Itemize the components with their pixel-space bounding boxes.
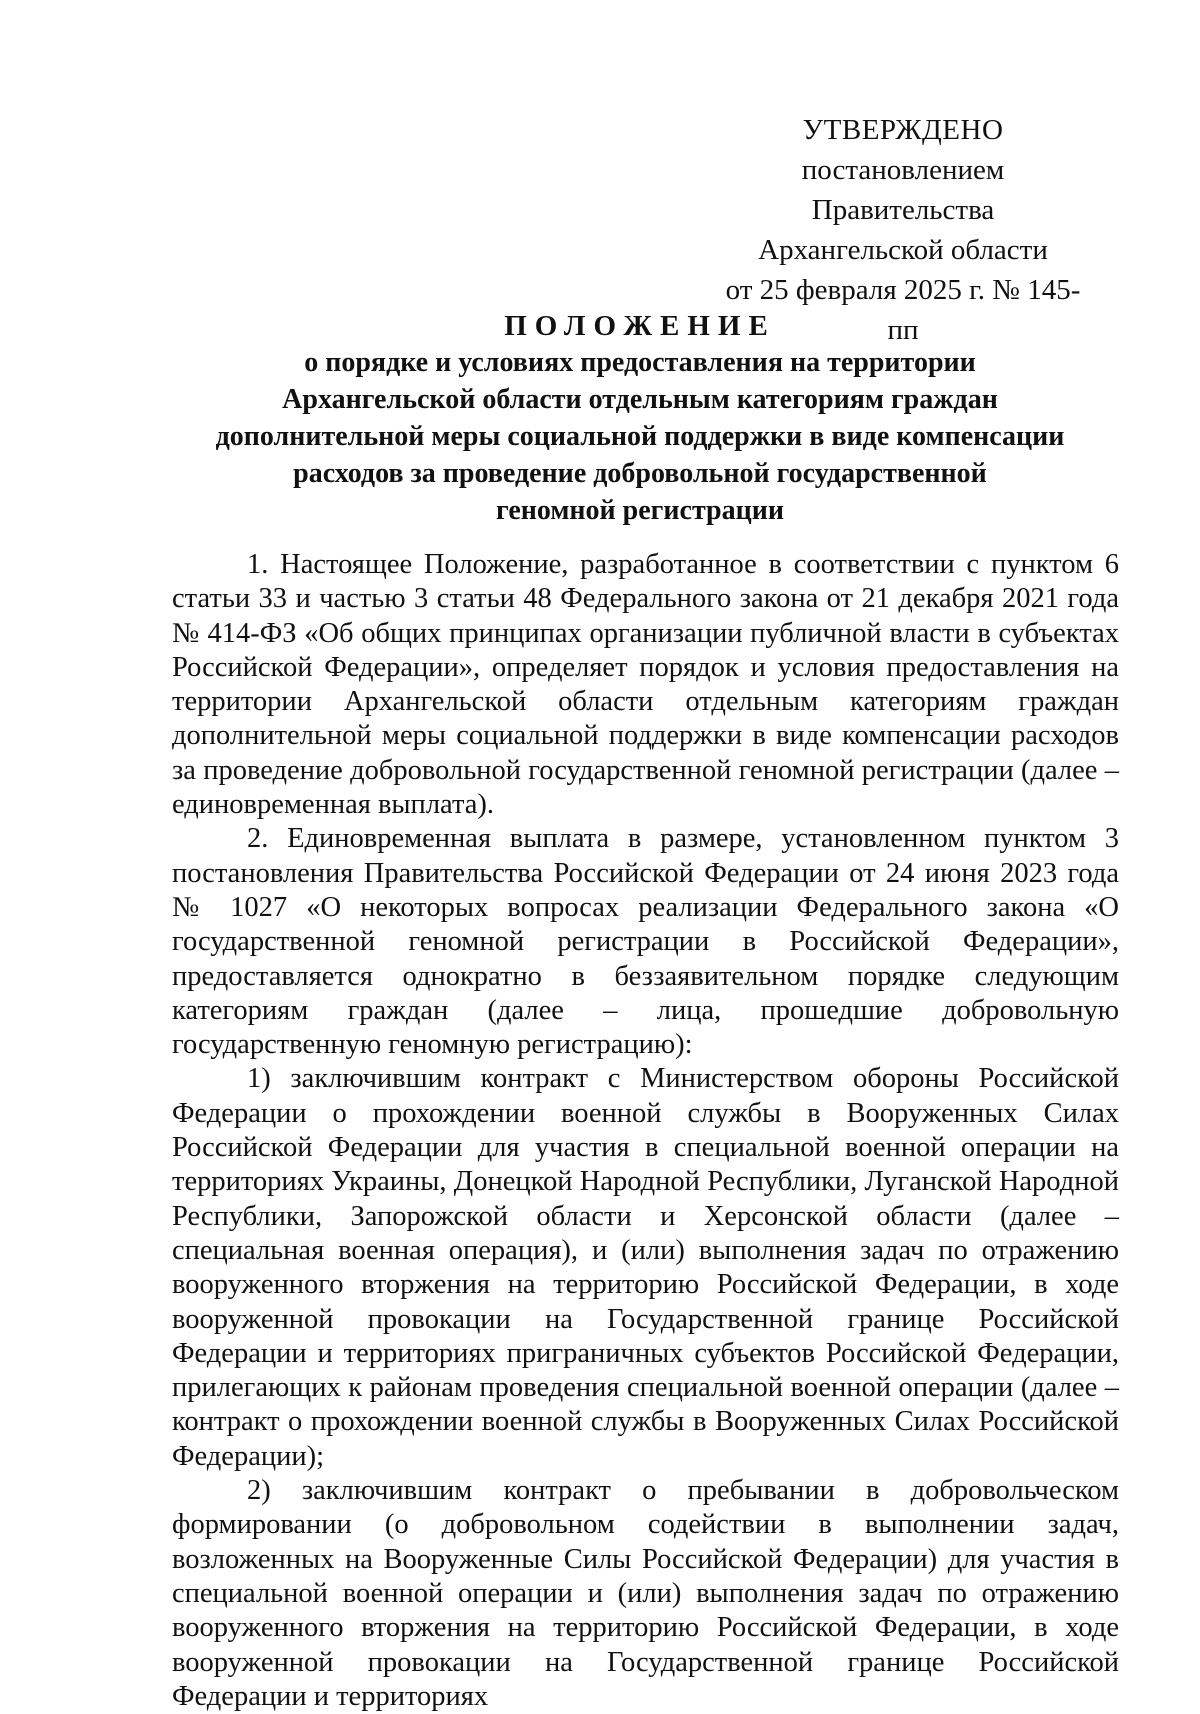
document-body xyxy=(172,548,1119,1714)
subtitle-line: расходов за проведение добровольной государственной xyxy=(293,458,987,489)
approval-region-line: Архангельской области xyxy=(758,234,1048,266)
approval-date-line: от 25 февраля 2025 г. № 145-пп xyxy=(725,274,1081,346)
paragraph-1: 1. Настоящее Положение, разработанное в соответствии с пунктом 6 статьи 33 и частью 3 статьи 48 Федерального закона от 21 декабря 2021 года № 414-ФЗ «Об общих принципах организации публичной власти в субъектах Российской Федерации», определяет порядок и условия предоставления на территории Архангельской области отдельным категориям граждан дополнительной меры социальной поддержки в виде компенсации расходов за проведение добровольной государственной геномной регистрации (далее – единовременная выплата). xyxy=(172,549,1119,821)
subparagraph-2: 2) заключившим контракт о пребывании в добровольческом формировании (о добровольном содействии в выполнении задач, возложенных на Вооруженные Силы Российской Федерации) для участия в специальной военной операции и (или) выполнения задач по отражению вооруженного вторжения на территорию Российской Федерации, в ходе вооруженной провокации на Государственной границе Российской Федерации и территориях xyxy=(172,1475,1119,1712)
paragraph-2: 2. Единовременная выплата в размере, установленном пунктом 3 постановления Правительства Российской Федерации от 24 июня 2023 года № 1027 «О некоторых вопросах реализации Федерального закона «О государственной геномной регистрации в Российской Федерации», предоставляется однократно в беззаявительном порядке следующим категориям граждан (далее – лица, прошедшие добровольную государственную геномную регистрацию): xyxy=(172,823,1119,1061)
approval-word: УТВЕРЖДЕНО xyxy=(802,114,1004,146)
document-subtitle xyxy=(170,344,1110,529)
subtitle-line: Архангельской области отдельным категориям граждан xyxy=(282,384,998,415)
document-title: ПОЛОЖЕНИЕ xyxy=(504,310,776,342)
subtitle-line: дополнительной меры социальной поддержки в виде компенсации xyxy=(215,421,1065,452)
approval-decree-line: постановлением Правительства xyxy=(801,154,1005,226)
subparagraph-1: 1) заключившим контракт с Министерством обороны Российской Федерации о прохождении военной службы в Вооруженных Силах Российской Федерации для участия в специальной военной операции на территориях Украины, Донецкой Народной Республики, Луганской Народной Республики, Запорожской области и Херсонской области (далее – специальная военная операция), и (или) выполнения задач по отражению вооруженного вторжения на территорию Российской Федерации, в ходе вооруженной провокации на Государственной границе Российской Федерации и территориях приграничных субъектов Российской Федерации, прилегающих к районам проведения специальной военной операции (далее – контракт о прохождении военной службы в Вооруженных Силах Российской Федерации); xyxy=(172,1063,1119,1472)
subtitle-line: о порядке и условиях предоставления на территории xyxy=(304,347,976,378)
subtitle-line: геномной регистрации xyxy=(495,495,785,526)
